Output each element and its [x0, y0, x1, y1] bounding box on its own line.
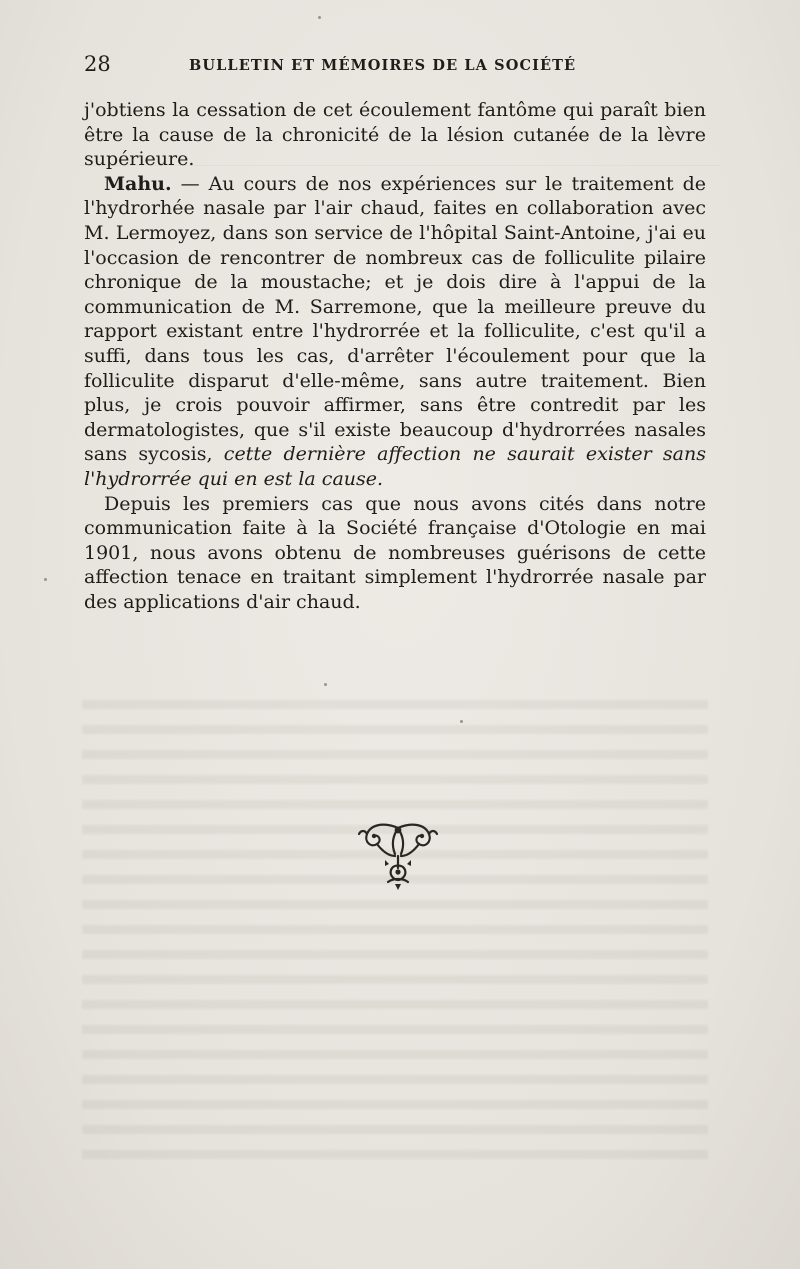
bleed-through-lines	[82, 700, 708, 1160]
page-number: 28	[84, 52, 111, 76]
paragraph-text: j'obtiens la cessation de cet écoulement fantôme qui paraît bien être la cause de la chronicité de la lésion cutanée de la lèvre supérieure.	[84, 99, 706, 171]
floral-tailpiece-icon	[355, 820, 441, 890]
speck	[324, 683, 327, 686]
paragraph-text: Depuis les premiers cas que nous avons cités dans notre communication faite à la Société française d'Otologie en mai 1901, nous avons obtenu de nombreuses guérisons de cette affection tenace en traitant simplement l'hydrorrée nasale par des applications d'air chaud.	[84, 492, 706, 613]
emphasized-text: cette dernière affection ne saurait exister sans l'hydrorrée qui en est la cause.	[84, 443, 706, 490]
body-text	[84, 98, 706, 614]
page-header	[84, 52, 704, 82]
speaker-name: Mahu.	[104, 172, 172, 195]
paragraph-continuation	[84, 98, 706, 172]
speck	[460, 720, 463, 723]
speck	[318, 16, 321, 19]
running-head: BULLETIN ET MÉMOIRES DE LA SOCIÉTÉ	[189, 57, 577, 74]
speck	[44, 578, 47, 581]
paragraph-mahu	[84, 172, 706, 492]
paragraph-text: — Au cours de nos expériences sur le traitement de l'hydrorhée nasale par l'air chaud, faites en collaboration avec M. Lermoyez, dans son service de l'hôpital Saint-Antoine, j'ai eu l'occasion de rencontrer de nombreux cas de folliculite pilaire chronique de la moustache; et je dois dire à l'appui de la communication de M. Sarremone, que la meilleure preuve du rapport existant entre l'hydrorrée et la folliculite, c'est qu'il a suffi, dans tous les cas, d'arrêter l'écoulement pour que la folliculite disparut d'elle-même, sans autre traitement. Bien plus, je crois pouvoir affirmer, sans être contredit par les dermatologistes, que s'il existe beaucoup d'hydrorrées nasales sans sycosis,	[84, 172, 706, 466]
paragraph-depuis	[84, 492, 706, 615]
